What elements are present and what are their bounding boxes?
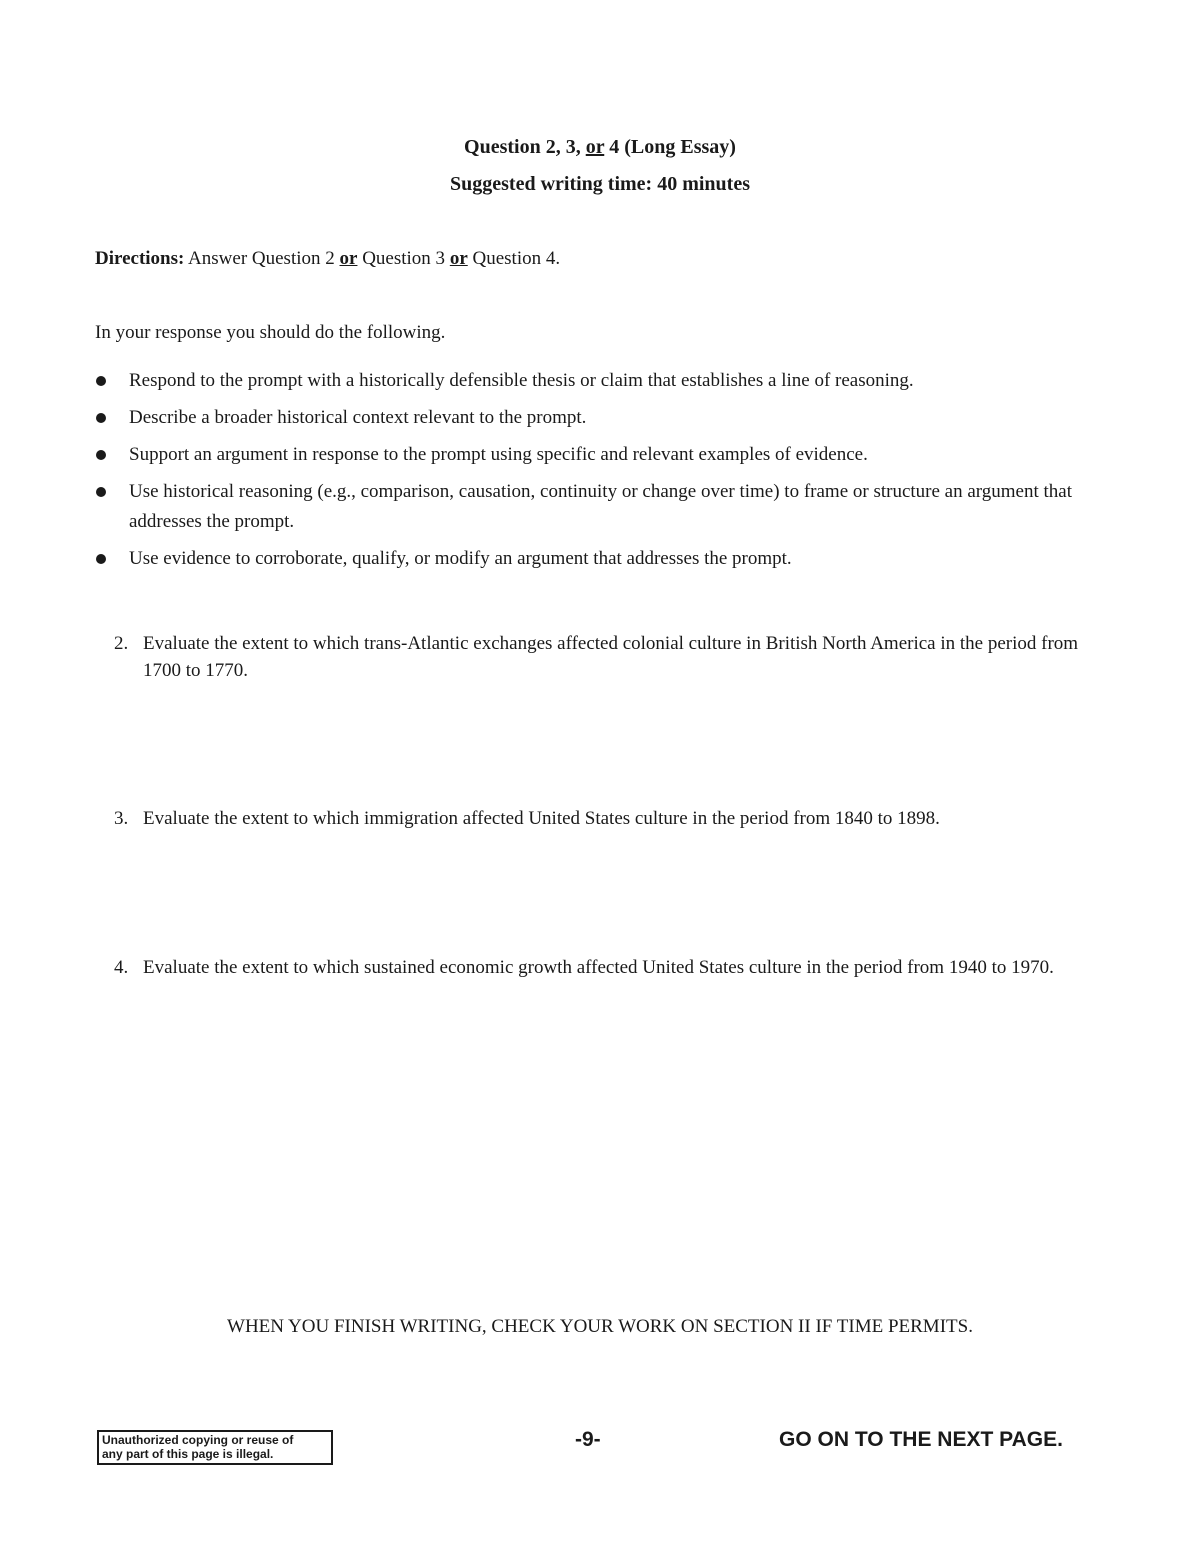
question-3 <box>114 805 1104 832</box>
question-text: Evaluate the extent to which sustained economic growth affected United States culture in the period from 1940 to 1970. <box>143 957 1054 978</box>
title-part1: Question 2, 3, <box>464 136 586 158</box>
list-item <box>95 544 1105 574</box>
instruction-list <box>95 366 1105 581</box>
next-page-note: GO ON TO THE NEXT PAGE. <box>779 1428 1063 1451</box>
page-title <box>0 136 1200 159</box>
question-number: 2. <box>114 633 129 654</box>
question-number: 3. <box>114 808 129 829</box>
bullet-icon <box>96 413 106 423</box>
list-item <box>95 440 1105 470</box>
list-item-text: Support an argument in response to the prompt using specific and relevant examples of evidence. <box>129 444 868 465</box>
list-item-text: Use evidence to corroborate, qualify, or modify an argument that addresses the prompt. <box>129 548 792 569</box>
list-item-text: Use historical reasoning (e.g., comparison, causation, continuity or change over time) to frame or structure an argument that addresses the prompt. <box>129 481 1073 532</box>
directions <box>95 248 560 270</box>
question-4 <box>114 954 1104 981</box>
list-item <box>95 477 1105 537</box>
title-part2: 4 (Long Essay) <box>604 136 736 158</box>
list-item <box>95 366 1105 396</box>
directions-text-3: Question 4. <box>467 248 561 269</box>
question-2 <box>114 630 1104 684</box>
title-or: or <box>585 136 605 158</box>
question-text: Evaluate the extent to which immigration affected United States culture in the period from 1840 to 1898. <box>143 808 940 829</box>
list-item-text: Describe a broader historical context relevant to the prompt. <box>129 407 587 428</box>
bullet-icon <box>96 450 106 460</box>
page-number: -9- <box>575 1428 601 1451</box>
bullet-icon <box>96 376 106 386</box>
question-number: 4. <box>114 957 129 978</box>
directions-or-1: or <box>339 248 358 269</box>
copyright-notice <box>97 1430 333 1465</box>
copyright-notice-line-2: any part of this page is illegal. <box>102 1447 274 1461</box>
bullet-icon <box>96 554 106 564</box>
page-subtitle: Suggested writing time: 40 minutes <box>450 173 750 195</box>
list-item <box>95 403 1105 433</box>
directions-text-2: Question 3 <box>357 248 450 269</box>
bullet-icon <box>96 487 106 497</box>
finish-note: WHEN YOU FINISH WRITING, CHECK YOUR WORK ON SECTION II IF TIME PERMITS. <box>227 1316 973 1337</box>
copyright-notice-line-1: Unauthorized copying or reuse of <box>102 1433 294 1447</box>
question-text: Evaluate the extent to which trans-Atlantic exchanges affected colonial culture in British North America in the period from 1700 to 1770. <box>143 633 1079 681</box>
directions-text-1: Answer Question 2 <box>184 248 340 269</box>
directions-label: Directions: <box>95 248 185 269</box>
directions-or-2: or <box>449 248 468 269</box>
instructions-intro: In your response you should do the following. <box>95 322 446 343</box>
list-item-text: Respond to the prompt with a historically defensible thesis or claim that establishes a line of reasoning. <box>129 370 914 391</box>
